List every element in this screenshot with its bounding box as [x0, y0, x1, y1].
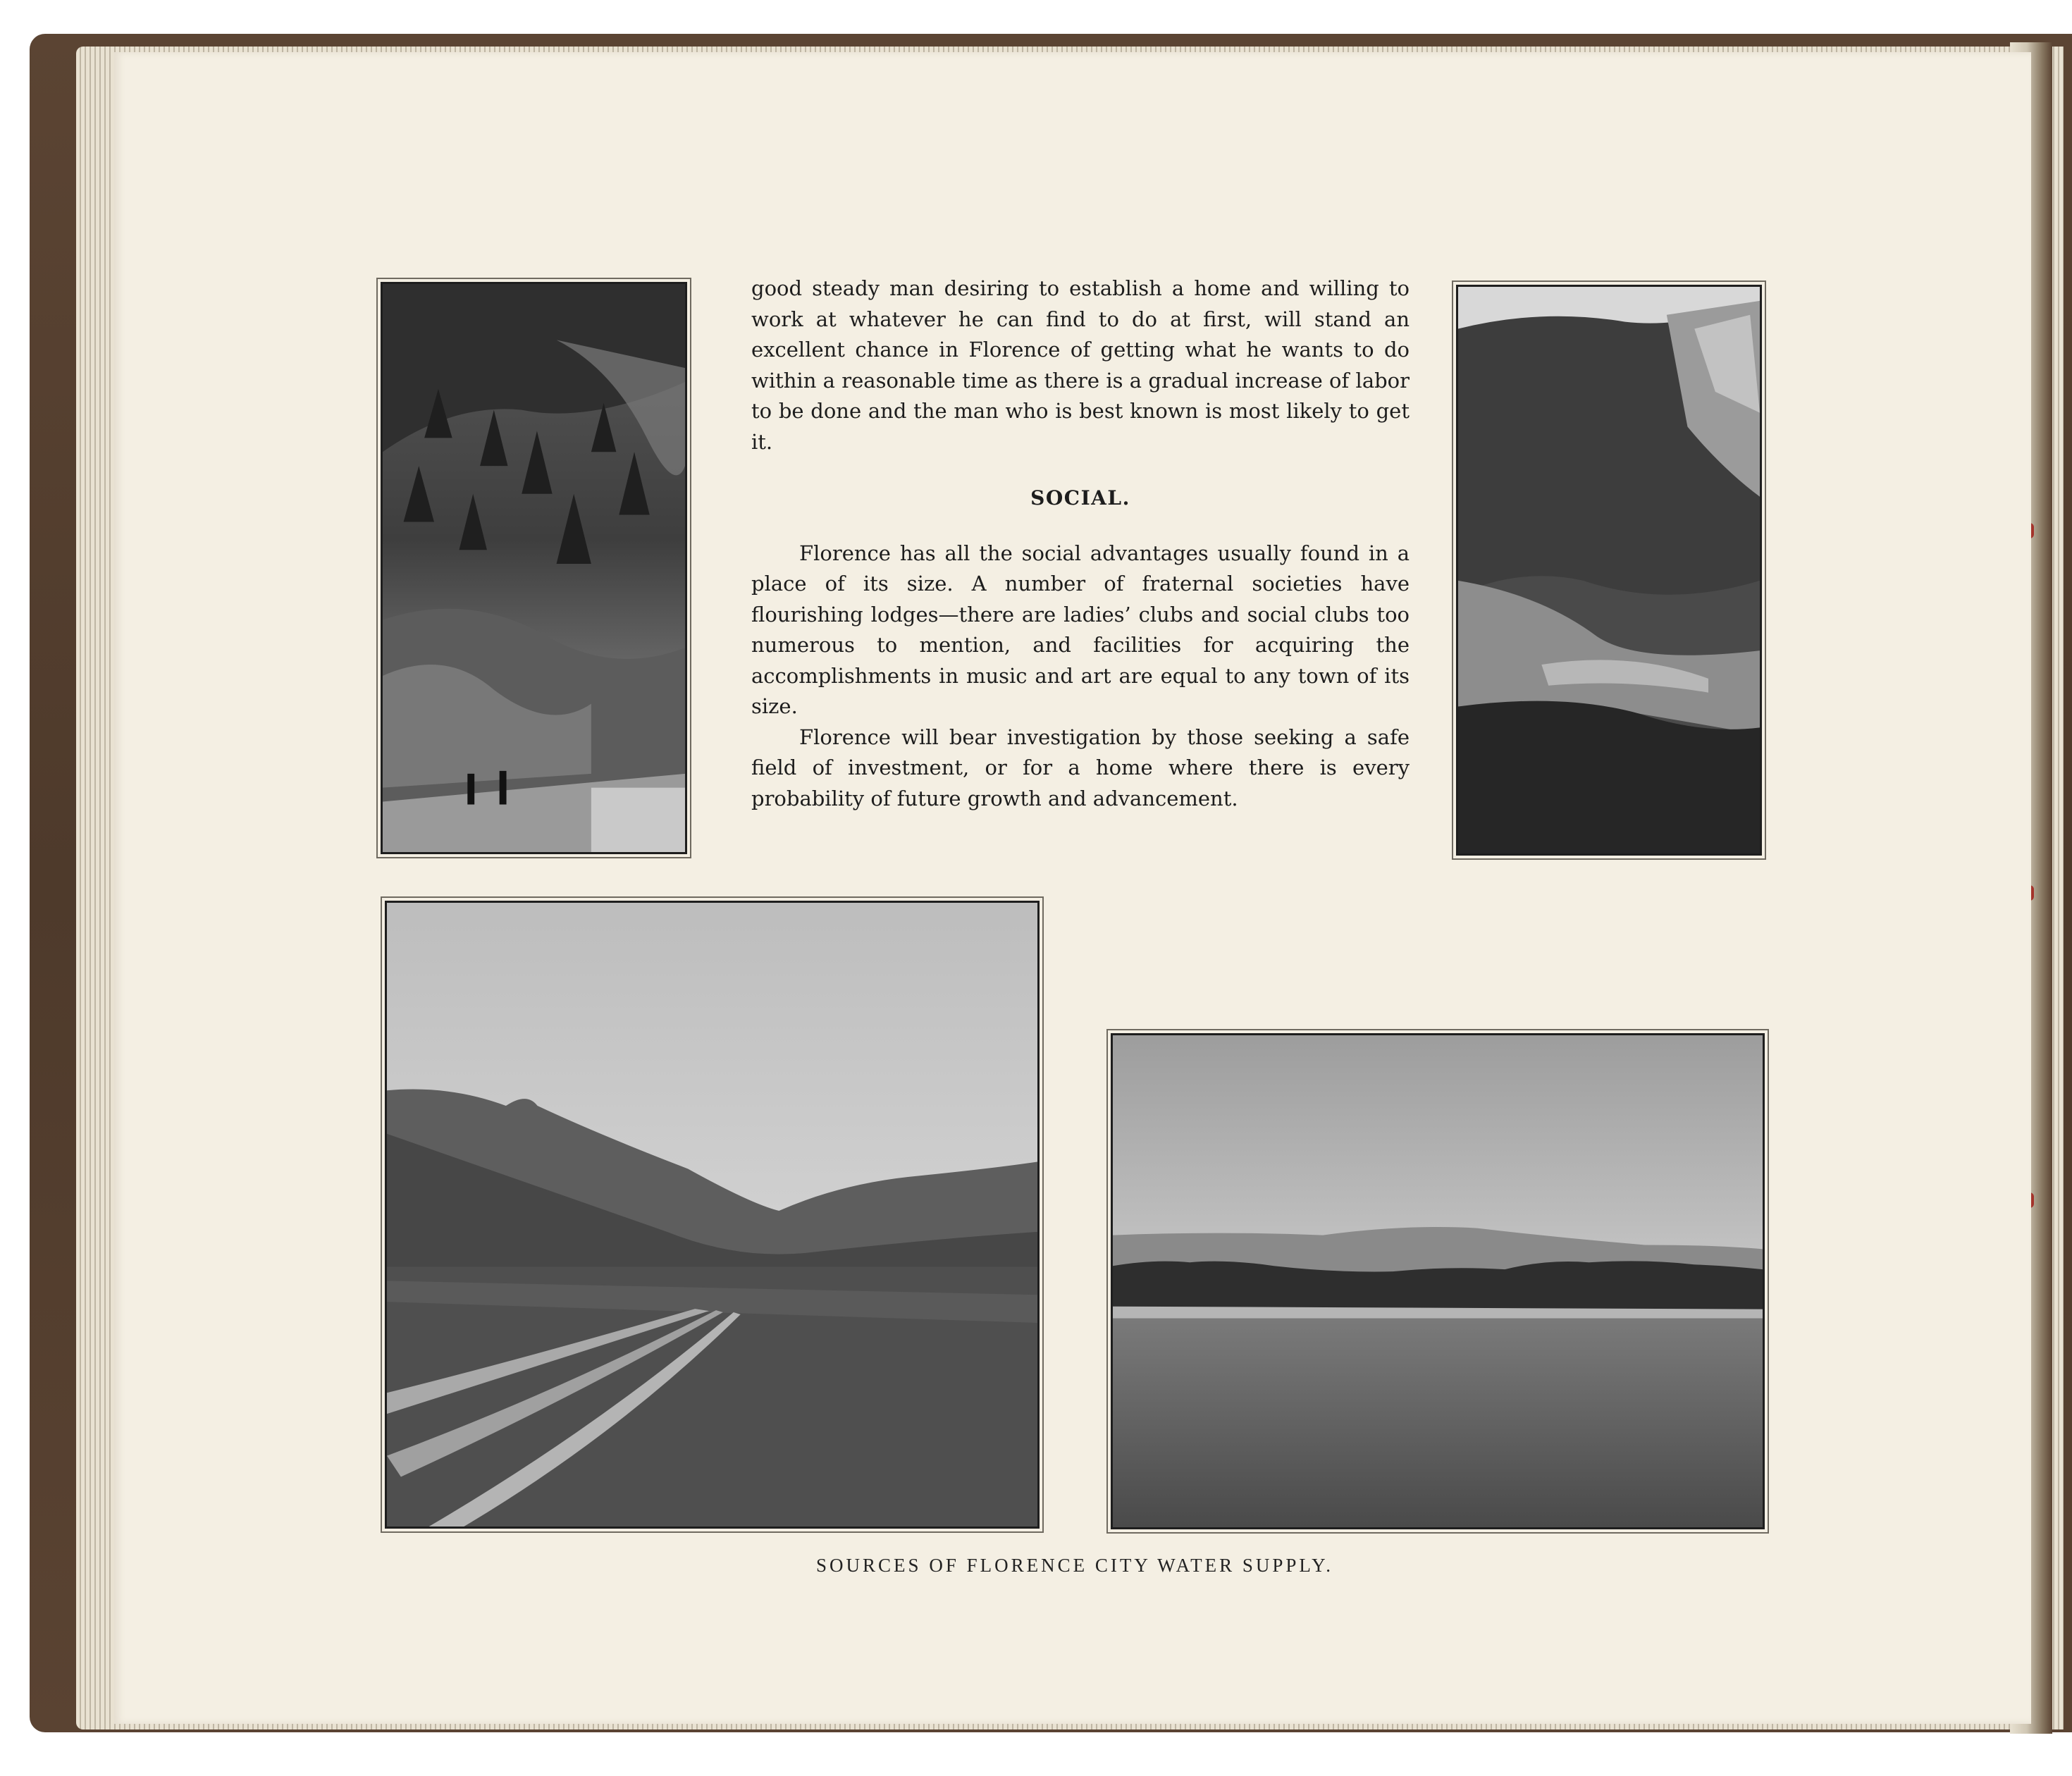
photo-forest-hillside: [381, 282, 687, 854]
article-text: [751, 273, 1410, 814]
social-paragraph: Florence has all the social advantages usually found in a place of its size. A number of fraternal societies have flourishing lodges—there are ladies’ clubs and social clubs too numerous to mention, and facilities for acquiring the accomplishments in music and art are equal to any town of its size.: [751, 541, 1410, 718]
section-heading: SOCIAL.: [1030, 486, 1130, 510]
intro-paragraph: good steady man desiring to establish a home and willing to work at whatever he can find to do at first, will stand an excellent chance in Florence of getting what he wants to do within a reasonable time as there is a gradual increase of labor to be done and the man who is best known is most likely to get it.: [751, 276, 1410, 454]
photo-caption: SOURCES OF FLORENCE CITY WATER SUPPLY.: [816, 1555, 1333, 1576]
photo-mountain-creek: [1456, 285, 1762, 856]
photo-valley-road: [385, 901, 1040, 1529]
investment-paragraph: Florence will bear investigation by those seeking a safe field of investment, or for a home where there is every probability of future growth and advancement.: [751, 724, 1410, 810]
photo-reservoir: [1111, 1033, 1765, 1529]
